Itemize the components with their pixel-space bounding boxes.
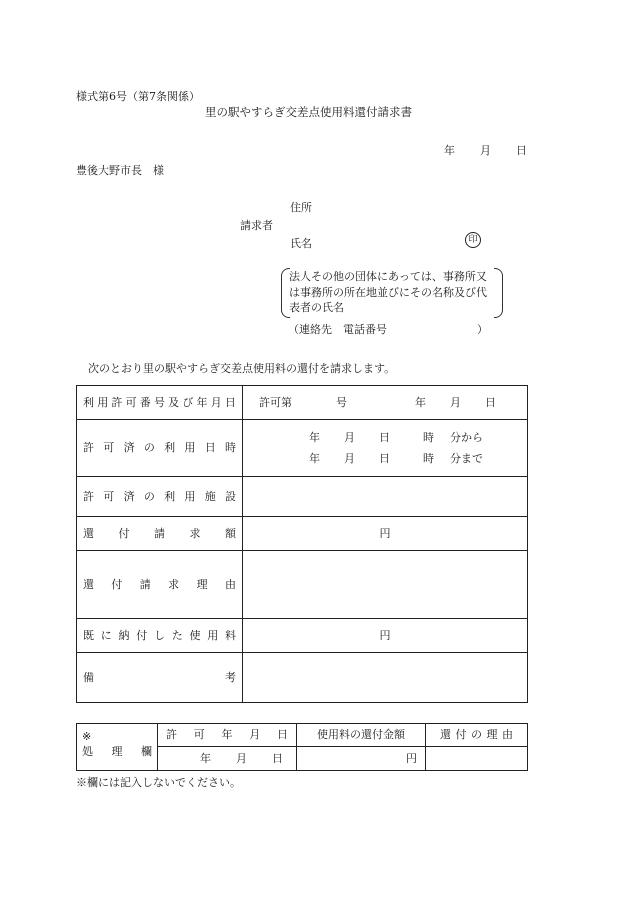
office-date-cell[interactable] bbox=[158, 747, 297, 771]
permit-value bbox=[243, 396, 527, 409]
office-use-label-cell bbox=[77, 724, 158, 771]
usage-to bbox=[243, 452, 527, 465]
header-permit-date-cell bbox=[158, 724, 297, 747]
addressee: 豊後大野市長 様 bbox=[76, 164, 164, 177]
usage-period-label: 許 可 済 の 利 用 日 時 bbox=[83, 441, 236, 455]
intro-sentence: 次のとおり里の駅やすらぎ交差点使用料の還付を請求します。 bbox=[88, 362, 396, 375]
refund-amount-value-cell[interactable] bbox=[243, 517, 528, 551]
usage-from bbox=[243, 431, 527, 444]
facility-value-cell[interactable] bbox=[243, 477, 528, 517]
contact-close: ） bbox=[477, 323, 488, 336]
remarks-row bbox=[77, 653, 528, 703]
office-amount-cell[interactable] bbox=[297, 747, 426, 771]
paid-fee-row bbox=[77, 619, 528, 653]
office-day: 日 bbox=[272, 751, 283, 765]
office-use-table bbox=[76, 723, 528, 771]
header-refund-reason: 還 付 の 理 由 bbox=[440, 728, 513, 742]
header-permit-date: 許 可 年 月 日 bbox=[166, 728, 288, 742]
refund-reason-label: 還 付 請 求 理 由 bbox=[83, 577, 236, 591]
office-year: 年 bbox=[200, 751, 211, 765]
permit-prefix: 許可第 bbox=[259, 395, 292, 409]
refund-request-table bbox=[76, 385, 528, 703]
header-refund-reason-cell bbox=[426, 724, 528, 747]
office-header-row bbox=[77, 724, 528, 747]
from-month: 月 bbox=[344, 431, 355, 445]
refund-reason-value-cell[interactable] bbox=[243, 551, 528, 619]
office-use-label: 処 理 欄 bbox=[82, 745, 152, 759]
seal-mark: 印 bbox=[465, 232, 481, 248]
paid-fee-label: 既 に 納 付 し た 使 用 料 bbox=[83, 628, 236, 642]
refund-reason-row bbox=[77, 551, 528, 619]
office-yen: 円 bbox=[406, 751, 417, 765]
permit-number-suffix: 号 bbox=[336, 395, 347, 409]
refund-amount-row bbox=[77, 517, 528, 551]
name-label: 氏名 bbox=[290, 237, 312, 250]
contact-line bbox=[288, 323, 488, 336]
remarks-label: 備 考 bbox=[83, 670, 236, 684]
refund-reason-label-cell bbox=[77, 551, 243, 619]
corporate-note bbox=[281, 268, 503, 316]
office-use-mark: ※ bbox=[82, 730, 92, 743]
address-label: 住所 bbox=[290, 201, 312, 214]
permit-label: 利 用 許 可 番 号 及 び 年 月 日 bbox=[83, 395, 236, 409]
from-hour: 時 bbox=[423, 431, 434, 445]
requester-label: 請求者 bbox=[240, 219, 273, 232]
facility-label: 許 可 済 の 利 用 施 設 bbox=[83, 489, 236, 503]
header-refund-amount: 使用料の還付金額 bbox=[317, 728, 405, 742]
contact-label: （連絡先 電話番号 bbox=[288, 323, 387, 336]
permit-year: 年 bbox=[415, 395, 426, 409]
from-minute-suffix: 分から bbox=[450, 431, 483, 445]
permit-row bbox=[77, 386, 528, 420]
refund-amount-label-cell bbox=[77, 517, 243, 551]
to-minute-suffix: 分まで bbox=[450, 451, 483, 465]
form-title: 里の駅やすらぎ交差点使用料還付請求書 bbox=[205, 105, 412, 119]
office-reason-cell[interactable] bbox=[426, 747, 528, 771]
to-day: 日 bbox=[379, 451, 390, 465]
permit-value-cell[interactable] bbox=[243, 386, 528, 420]
to-hour: 時 bbox=[423, 451, 434, 465]
paid-fee-label-cell bbox=[77, 619, 243, 653]
paid-fee-value-cell[interactable] bbox=[243, 619, 528, 653]
remarks-value-cell[interactable] bbox=[243, 653, 528, 703]
paid-fee-yen: 円 bbox=[379, 628, 391, 642]
note-bracket-right bbox=[494, 268, 503, 318]
date-year: 年 bbox=[444, 144, 455, 157]
header-refund-amount-cell bbox=[297, 724, 426, 747]
usage-period-label-cell bbox=[77, 420, 243, 477]
date-day: 日 bbox=[516, 144, 527, 157]
date-month: 月 bbox=[480, 144, 491, 157]
permit-month: 月 bbox=[450, 395, 461, 409]
to-month: 月 bbox=[344, 451, 355, 465]
form-number: 様式第6号（第7条関係） bbox=[76, 90, 200, 103]
permit-day: 日 bbox=[485, 395, 496, 409]
usage-period-value-cell[interactable] bbox=[243, 420, 528, 477]
usage-period-row bbox=[77, 420, 528, 477]
from-day: 日 bbox=[379, 431, 390, 445]
from-year: 年 bbox=[309, 431, 320, 445]
to-year: 年 bbox=[309, 451, 320, 465]
refund-amount-label: 還 付 請 求 額 bbox=[83, 526, 236, 540]
refund-amount-yen: 円 bbox=[379, 526, 391, 540]
facility-row bbox=[77, 477, 528, 517]
permit-label-cell bbox=[77, 386, 243, 420]
corporate-note-text: 法人その他の団体にあっては、事務所又は事務所の所在地並びにその名称及び代表者の氏名 bbox=[289, 270, 487, 314]
facility-label-cell bbox=[77, 477, 243, 517]
office-month: 月 bbox=[236, 751, 247, 765]
footnote: ※欄には記入しないでください。 bbox=[76, 776, 241, 789]
remarks-label-cell bbox=[77, 653, 243, 703]
office-date bbox=[158, 752, 296, 765]
